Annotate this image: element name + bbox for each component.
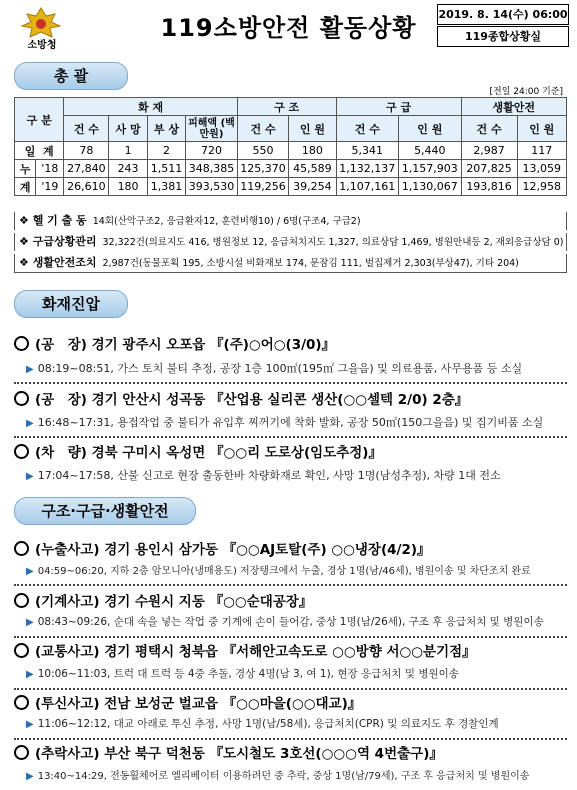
section-title-fire: 화재진압 (14, 290, 128, 318)
cell: 5,440 (399, 142, 462, 160)
incident-detail: ▶ 08:19~08:51, 가스 토치 불티 추정, 공장 1층 100㎡(195㎡ 그을음) 및 의료용품, 사무용품 등 소실 (26, 362, 523, 375)
incident-detail: ▶ 16:48~17:31, 용접작업 중 불티가 유입후 찌꺼기에 착화 발화, 공장 50㎡(150그을음) 및 집기비품 소실 (26, 416, 544, 429)
incident-heading: (차 량) 경북 구미시 옥성면 『○○리 도로상(임도추정)』 (14, 441, 382, 461)
cell: 1 (109, 142, 147, 160)
arrow-right-icon: ▶ (26, 719, 34, 730)
col-header: 인 원 (399, 116, 462, 142)
note-ems-management: ❖ 구급상황관리 32,322건(의료지도 416, 병원정보 12, 응급처치지도 1,327, 의료상담 1,469, 병원안내등 2, 재외응급상담 0) (14, 233, 567, 251)
cell: 720 (186, 142, 238, 160)
circle-bullet-icon (14, 444, 29, 459)
circle-bullet-icon (14, 695, 29, 710)
col-header: 사 망 (109, 116, 147, 142)
divider (14, 584, 567, 586)
incident-detail: ▶ 13:40~14:29, 전동휠체어로 엘리베이터 이용하려던 중 추락, 중상 1명(남/79세), 구조 후 응급처치 및 병원이송 (26, 771, 530, 782)
cell: 125,370 (237, 160, 289, 178)
cell: 1,132,137 (336, 160, 399, 178)
arrow-right-icon: ▶ (26, 771, 34, 782)
arrow-right-icon: ▶ (26, 418, 34, 429)
cell: 550 (237, 142, 289, 160)
section-title-summary: 총 괄 (14, 62, 128, 90)
circle-bullet-icon (14, 336, 29, 351)
cell: 243 (109, 160, 147, 178)
cell: 180 (109, 178, 147, 196)
arrow-right-icon: ▶ (26, 364, 34, 375)
col-header: 인 원 (517, 116, 566, 142)
report-department: 119종합상황실 (437, 26, 569, 47)
note-life-safety: ❖ 생활안전조치 2,987건(동물포획 195, 소방시설 비화재보 174, 문잠김 111, 벌집제거 2,303(부상47), 기타 204) (14, 254, 567, 273)
cell: 26,610 (64, 178, 109, 196)
cell: 5,341 (336, 142, 399, 160)
cell: 1,157,903 (399, 160, 462, 178)
incident-detail: ▶ 10:06~11:03, 트럭 대 트럭 등 4중 추돌, 경상 4명(남 3, 여 1), 현장 응급처치 및 병원이송 (26, 668, 459, 680)
incident-heading: (교통사고) 경기 평택시 청북읍 『서해안고속도로 ○○방향 서○○분기점』 (14, 640, 476, 660)
col-header: 건 수 (461, 116, 517, 142)
cell: 39,254 (289, 178, 336, 196)
arrow-right-icon: ▶ (26, 566, 34, 577)
row-label: 계 (15, 178, 36, 196)
group-ems: 구 급 (336, 98, 461, 116)
arrow-right-icon: ▶ (26, 669, 34, 680)
cell: 2,987 (461, 142, 517, 160)
cell: 27,840 (64, 160, 109, 178)
summary-table (14, 97, 567, 196)
page-title: 119소방안전 활동상황 (160, 14, 417, 42)
col-header: 부 상 (147, 116, 185, 142)
report-date: 2019. 8. 14(수) 06:00 (437, 4, 569, 25)
row-label: 누 (15, 160, 36, 178)
incident-detail: ▶ 17:04~17:58, 산불 신고로 현장 출동한바 차량화재로 확인, 사망 1명(남성추정), 차량 1대 전소 (26, 469, 501, 482)
col-header: 건 수 (336, 116, 399, 142)
divider (14, 382, 567, 384)
table-row (15, 178, 567, 196)
circle-bullet-icon (14, 745, 29, 760)
incident-detail: ▶ 04:59~06:20, 지하 2층 암모니아(냉매용도) 저장탱크에서 누출, 경상 1명(남/46세), 병원이송 및 차단조치 완료 (26, 566, 531, 577)
incident-heading: (공 장) 경기 광주시 오포읍 『(주)○어○(3/0)』 (14, 333, 335, 353)
cell: 2 (147, 142, 185, 160)
row-year: '18 (36, 160, 64, 178)
cell: 1,107,161 (336, 178, 399, 196)
table-row (15, 160, 567, 178)
col-header: 피해액 (백만원) (186, 116, 238, 142)
group-fire: 화 재 (64, 98, 237, 116)
divider (14, 738, 567, 740)
incident-detail: ▶ 08:43~09:26, 순대 속을 넣는 작업 중 기계에 손이 들어감, 중상 1명(남/26세), 구조 후 응급처치 및 병원이송 (26, 616, 544, 628)
cell: 1,381 (147, 178, 185, 196)
note-helicopter: ❖ 헬 기 출 동 14회(산악구조2, 응급환자12, 훈련비행10) / 6명(구조4, 구급2) (14, 212, 567, 230)
col-header: 건 수 (64, 116, 109, 142)
cell: 393,530 (186, 178, 238, 196)
cell: 1,511 (147, 160, 185, 178)
arrow-right-icon: ▶ (26, 471, 34, 482)
col-header: 인 원 (289, 116, 336, 142)
cell: 207,825 (461, 160, 517, 178)
incident-heading: (투신사고) 전남 보성군 벌교읍 『○○마을(○○대교)』 (14, 692, 361, 712)
divider (14, 636, 567, 638)
cell: 348,385 (186, 160, 238, 178)
cell: 119,256 (237, 178, 289, 196)
row-year: '19 (36, 178, 64, 196)
incident-heading: (누출사고) 경기 용인시 삼가동 『○○AJ토탈(주) ○○냉장(4/2)』 (14, 538, 431, 558)
cell: 193,816 (461, 178, 517, 196)
circle-bullet-icon (14, 593, 29, 608)
circle-bullet-icon (14, 541, 29, 556)
section-title-rescue: 구조·구급·생활안전 (14, 497, 196, 525)
circle-bullet-icon (14, 391, 29, 406)
cell: 13,059 (517, 160, 566, 178)
incident-heading: (기계사고) 경기 수원시 지동 『○○순대공장』 (14, 590, 312, 610)
cell: 45,589 (289, 160, 336, 178)
incident-heading: (공 장) 경기 안산시 성곡동 『산업용 실리콘 생산(○○셀텍 2/0) 2층』 (14, 388, 468, 408)
cell: 78 (64, 142, 109, 160)
cell: 12,958 (517, 178, 566, 196)
cell: 117 (517, 142, 566, 160)
group-life-safety: 생활안전 (461, 98, 566, 116)
cell: 1,130,067 (399, 178, 462, 196)
arrow-right-icon: ▶ (26, 617, 34, 628)
col-header: 건 수 (237, 116, 289, 142)
cell: 180 (289, 142, 336, 160)
divider (14, 436, 567, 438)
row-label: 일 계 (15, 142, 64, 160)
table-row (15, 142, 567, 160)
incident-heading: (추락사고) 부산 북구 덕천동 『도시철도 3호선(○○○역 4번출구)』 (14, 742, 443, 762)
divider (14, 688, 567, 690)
incident-detail: ▶ 11:06~12:12, 대교 아래로 투신 추정, 사망 1명(남/58세), 응급처치(CPR) 및 의료지도 후 경찰인계 (26, 718, 499, 730)
group-rescue: 구 조 (237, 98, 336, 116)
circle-bullet-icon (14, 643, 29, 658)
agency-name: 소방청 (27, 40, 57, 51)
time-note: [전일 24:00 기준] (489, 87, 563, 97)
row-header: 구 분 (15, 98, 64, 142)
